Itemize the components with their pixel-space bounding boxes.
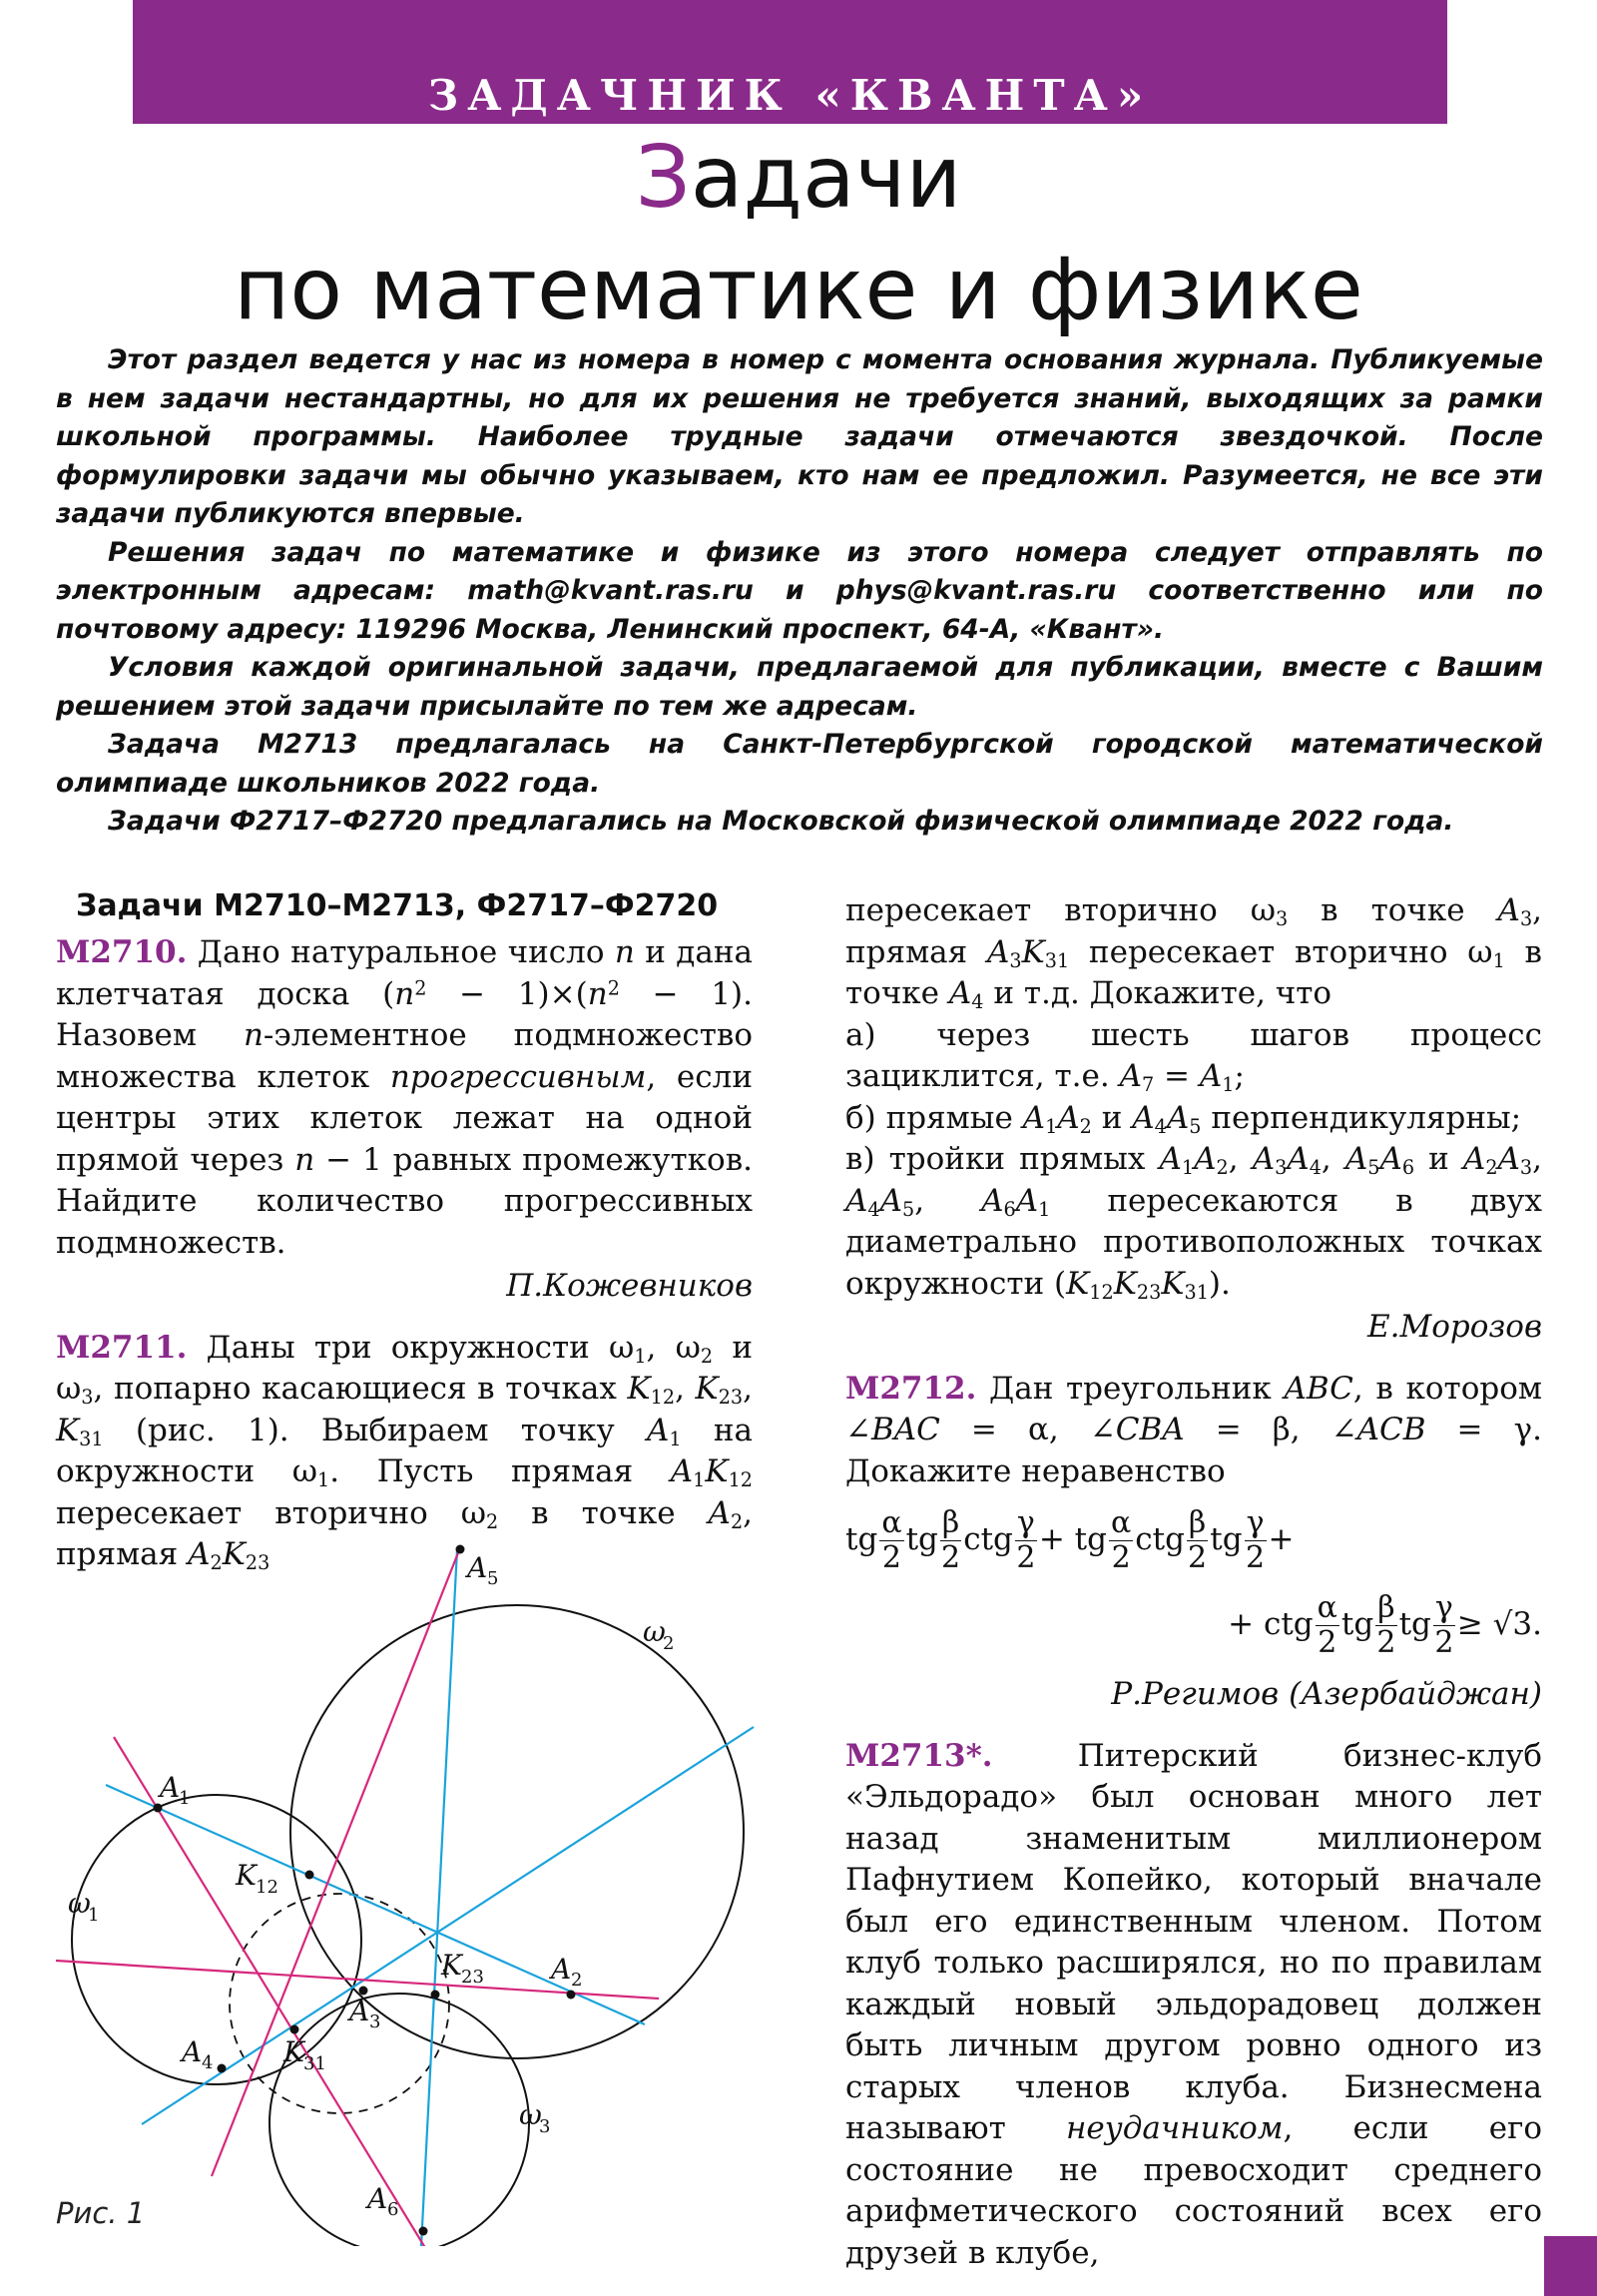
problem-text-continued: , если его состояние не превосходит среднего арифметического состояний всех его друзей в клубе,	[845, 2110, 1543, 2271]
svg-text:K: K	[236, 1859, 257, 1892]
problem-emphasis: неудачником	[1066, 2110, 1284, 2146]
problem-m2713	[845, 1736, 1542, 2275]
problem-author: Р.Регимов (Азербайджан)	[1111, 1676, 1542, 1712]
svg-text:4: 4	[202, 2052, 214, 2073]
problem-m2711-item-b: б) прямые $A_1A_2$ и $A_4A_5$ перпендикулярны;	[845, 1099, 1522, 1138]
problem-text: Питерский бизнес-клуб «Эльдорадо» был основан много лет назад знаменитым миллионером Пафнутием Копейко, который вначале был его единственным членом. Потом клуб только расширялся, но по правилам каждый новый эльдорадовец должен быть личным другом ровно одного из старых членов клуба. Бизнесмена называют	[845, 1737, 1542, 2146]
svg-text:A: A	[551, 1953, 572, 1986]
right-column	[845, 890, 1542, 2274]
problem-m2710: М2710. Дано натуральное число n и дана клетчатая доска $(n^2 - 1)\times(n^2 - 1)$. Назовем n-элементное подмножество множества клеток прогрессивным, если центры этих клеток лежат на одной прямой через n − 1 равных промежутков. Найдите количество прогрессивных подмножеств.	[56, 934, 753, 1261]
line-a1k12-pink	[114, 1737, 427, 2246]
title-initial: З	[635, 128, 691, 228]
formula-line-2: + ctg $\frac{\alpha}{2}$ tg $\frac{\beta}{2}$ tg $\frac{\gamma}{2}$ ≥ √3.	[1228, 1590, 1542, 1660]
problem-m2711-item-a: а) через шесть шагов процесс зациклится, т.е. $A_7 = A_1$;	[845, 1016, 1542, 1096]
page-title	[0, 122, 1597, 345]
intro-paragraph: Решения задач по математике и физике из этого номера следует отправлять по электронным адресам: math@kvant.ras.ru и phys@kvant.ras.ru соответственно или по почтовому адресу: 119296 Москва, Ленинский проспект, 64-А, «Квант».	[56, 536, 1543, 645]
page-corner-tab	[1544, 2236, 1597, 2296]
svg-text:K: K	[283, 2035, 304, 2068]
problem-id: М2710.	[56, 934, 188, 970]
svg-text:31: 31	[303, 2053, 326, 2074]
svg-text:12: 12	[256, 1877, 278, 1898]
svg-text:ω: ω	[519, 2098, 542, 2131]
svg-text:1: 1	[179, 1788, 191, 1809]
svg-text:ω: ω	[643, 1615, 666, 1648]
svg-text:A: A	[349, 1995, 370, 2027]
banner-label: ЗАДАЧНИК «КВАНТА»	[427, 71, 1153, 120]
problem-author: П.Кожевников	[506, 1268, 753, 1304]
line-a1a2	[106, 1785, 645, 2024]
svg-text:A: A	[182, 2035, 203, 2068]
line-a5a6	[421, 1549, 457, 2246]
svg-text:1: 1	[88, 1905, 100, 1926]
left-column	[56, 886, 753, 1576]
title-rest: адачи	[690, 128, 962, 228]
figure-caption: Рис. 1	[56, 2196, 146, 2230]
svg-text:3: 3	[369, 2011, 381, 2032]
section-heading: Задачи М2710–М2713, Ф2717–Ф2720	[76, 888, 719, 923]
inequality-formula	[845, 1506, 1542, 1660]
svg-text:A: A	[467, 1551, 488, 1584]
svg-text:K: K	[441, 1949, 462, 1982]
intro-paragraph: Этот раздел ведется у нас из номера в номер с момента основания журнала. Публикуемые в нем задачи нестандартны, но для их решения не требуется знаний, выходящих за рамки школьной программы. Наиболее трудные задачи отмечаются звездочкой. После формулировки задачи мы обычно указываем, кто нам ее предложил. Разумеется, не все эти задачи публикуются впервые.	[56, 344, 1543, 529]
line-a3a4	[142, 1727, 754, 2124]
problem-m2711: М2711. Даны три окружности $\omega_1$, $\omega_2$ и $\omega_3$, попарно касающиеся в точках $K_{12}$, $K_{23}$, $K_{31}$ (рис. 1). Выбираем точку $A_1$ на окружности $\omega_1$. Пусть прямая $A_1K_{12}$ пересекает вторично $\omega_2$ в точке $A_2$, прямая $A_2K_{23}$	[56, 1329, 754, 1574]
problem-m2712: М2712. Дан треугольник ABC, в котором ∠BAC = α, ∠CBA = β, ∠ACB = γ. Докажите неравенство	[845, 1370, 1542, 1489]
intro-paragraph: Задачи Ф2717–Ф2720 предлагались на Московской физической олимпиаде 2022 года.	[108, 806, 1454, 837]
problem-id: М2712.	[845, 1370, 977, 1407]
svg-text:ω: ω	[68, 1887, 91, 1920]
svg-text:A: A	[367, 2182, 388, 2215]
circle-dashed	[230, 1894, 449, 2113]
title-line-1	[0, 122, 1597, 234]
figure-circles	[50, 1527, 759, 2246]
title-line-2: по математике и физике	[234, 240, 1363, 339]
circle-omega-3	[269, 1994, 529, 2246]
svg-text:23: 23	[461, 1967, 484, 1988]
problem-author: Е.Морозов	[1366, 1309, 1542, 1345]
problem-id: М2711.	[56, 1329, 188, 1366]
intro-text	[56, 341, 1543, 842]
problem-m2711-item-c: в) тройки прямых $A_1A_2$, $A_3A_4$, $A_5A_6$ и $A_2A_3$, $A_4A_5$, $A_6A_1$ пересекаются в двух диаметрально противоположных точках окружности $(K_{12}K_{23}K_{31})$.	[845, 1141, 1542, 1304]
intro-paragraph: Задача М2713 предлагалась на Санкт-Петербургской городской математической олимпиаде школьников 2022 года.	[56, 729, 1543, 799]
problem-m2711-continued: пересекает вторично $\omega_3$ в точке $A_3$, прямая $A_3K_{31}$ пересекает вторично $\omega_1$ в точке $A_4$ и т.д. Докажите, что	[845, 892, 1543, 1013]
svg-text:2: 2	[663, 1633, 675, 1654]
svg-text:5: 5	[487, 1568, 499, 1589]
problem-id: М2713*.	[845, 1737, 993, 1774]
svg-text:A: A	[160, 1771, 181, 1804]
svg-text:6: 6	[387, 2199, 399, 2220]
section-banner	[133, 0, 1447, 124]
intro-paragraph: Условия каждой оригинальной задачи, предлагаемой для публикации, вместе с Вашим решением этой задачи присылайте по тем же адресам.	[56, 652, 1543, 722]
formula-line-1: tg $\frac{\alpha}{2}$ tg $\frac{\beta}{2}$ ctg $\frac{\gamma}{2}$ + tg $\frac{\alpha}{2}$ ctg $\frac{\beta}{2}$ tg $\frac{\gamma}{2}$ +	[845, 1505, 1295, 1575]
svg-text:3: 3	[539, 2116, 551, 2137]
svg-text:2: 2	[571, 1970, 583, 1991]
